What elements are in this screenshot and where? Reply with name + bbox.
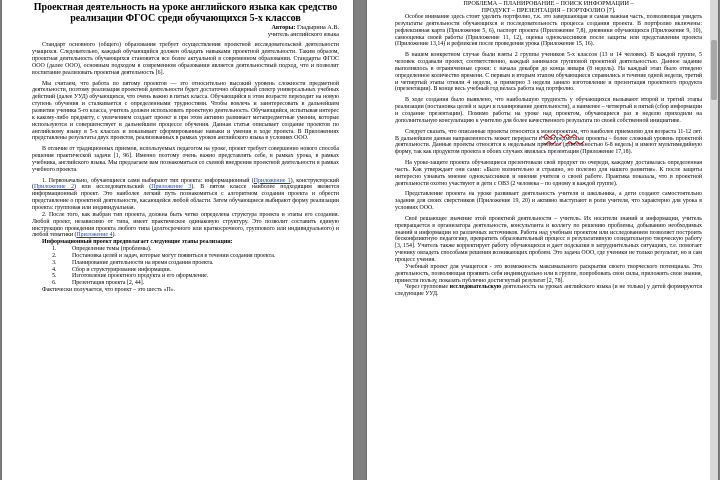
author-block	[32, 24, 339, 38]
list-item: 5. Изготовление проектного продукта и его оформление.	[58, 273, 339, 280]
paragraph: Стандарт основного (общего) образования требует осуществления проектной исследовательской деятельности учащихся. Следовательно, каждый обучающийся должен обладать навыками проектной деятельности. Таким образом, проектная деятельность обучающихся становится все более актуальной в современном образовании. Стандарты ФГОС ООО (далее ООО), основным подходом в современном образовании является деятельностный подход, что и позволит воспитание реализовать проектная деятельность [6].	[32, 42, 339, 76]
paragraph: Фактически получается, что проект – это шесть «П».	[42, 287, 176, 294]
paragraph: Особое внимание здесь стоит уделить портфолио, т.к. это завершающая и самая важная часть, позволяющая увидеть результаты деятельности обучающихся и последовательность процесса создания проекта. В портфолио включены: рефлексивная карта (Приложение 5, 6), паспорт проекта (Приложение 7,8), дневники обучающихся (Приложение 9, 10), самооценка своей работы (Приложение 11, 12), оценка одноклассников после защиты или представления проекта (Приложение 13,14) и рефлексия после проведения урока (Приложение 15, 16).	[395, 14, 702, 48]
paragraph-structure: 2. После того, как выбран тип проекта, должна быть четко определена структура проекта и этапы его создания. Любой проект, независимо от типа, имеет практическое одинаковую структуру. Это позволит составить единую инструкцию проведения проекта любого типа (долгосрочного или краткосрочного, группового или индивидуального) и любой тематики (Приложение 4).	[32, 211, 339, 239]
caps-line: ПРОДУКТ – ПРЕЗЕНТАЦИЯ – ПОРТФОЛИО [7].	[481, 7, 616, 14]
stages-list	[32, 246, 339, 287]
author-name: Гладырина А.В.	[297, 24, 339, 31]
spellcheck-word: межпредметные	[543, 135, 585, 142]
paragraph: Представление проекта на уроке развивает деятельность учителя и школьника, а дети создают самостоятельно задания для своих сверстников (Приложение 19, 20) и активно выступают в роли учителя, что характерно для урока в условиях ООО.	[395, 191, 702, 212]
paragraph: Учебный проект для учащегося - это возможность максимального раскрытия своего творческого потенциала. Это деятельность, позволяющая проявить себя индивидуально или в группе, попробовать свои силы, приложить свои знания, принести пользу, показать публично достигнутый результат [2, 78].	[395, 263, 702, 284]
document-page-1	[2, 0, 353, 480]
paragraph-monoprojects: Следует сказать, что описанные проекты относятся к монопроектам, что наиболее приемлемо для возраста 11-12 лет. В дальнейшем данная направленность может перерасти в межпредметные проекты – более сложный уровень проектной деятельности. Данные проекты относятся к недельным проектам (длительностью 6-8 недель) и имеют мультимедийную форму, так как продуктом проекта в обоих случаях являлась презентация (Приложение 17,18).	[395, 128, 703, 156]
list-item: 6. Презентация проекта [2, 44].	[58, 280, 339, 287]
author-role: учитель английского языка	[267, 31, 339, 39]
caps-line: ПРОБЛЕМА – ПЛАНИРОВАНИЕ – ПОИСК ИНФОРМАЦИИ –	[463, 0, 634, 7]
document-page-2	[367, 0, 718, 480]
appendix-1-link[interactable]: Приложение 1	[253, 177, 291, 184]
list-item: 2. Постановка целей и задач, которые могут появиться в течении создания проекта.	[58, 253, 339, 260]
stages-heading: Информационный проект предполагает следующие этапы реализации:	[42, 239, 233, 246]
appendix-4-link[interactable]: Приложение 4	[76, 232, 113, 239]
author-label: Авторы:	[271, 24, 296, 31]
list-item: 4. Сбор и структурирование информации.	[58, 267, 339, 274]
appendix-2-link[interactable]: Приложение 2	[33, 184, 75, 191]
page-1-content	[32, 2, 339, 480]
spellcheck-word: монопроектам	[541, 128, 578, 135]
list-item: 1. Определение темы (проблемы).	[58, 246, 339, 253]
paragraph: На уроке-защите проекта обучающиеся презентовали свой продукт по очереди, каждому доставалась определенная часть. Как утверждает они сами: «Было волнительно и страшно, но полезно для нашего развития». К после защиты интересно узнавать мнение одноклассников и мнения учителя о своей работе. Практика показала, что в проектной деятельности охотно участвуют и дети с ОВЗ (2 человека – по одному в каждой группе).	[395, 160, 702, 187]
scrollbar-thumb[interactable]	[711, 40, 717, 100]
page-2-content	[395, 0, 702, 480]
paragraph: В ходе создания было выявлено, что наибольшую трудность у обучающихся вызывают второй и третий этапы реализации (постановка целей и задач и планирование деятельности), а наименее – четвертый и пятый (сбор информации и создание презентации). Помимо работы на уроке над проектом, обучающиеся раз в неделю приходили на дополнительную консультацию к учителю для более качественного результата по своей собственной инициативе.	[395, 97, 702, 124]
paragraph-project-types: 1. Первоначально, обучающиеся сами выбирают тип проекта: информационный (Приложение 1), конструкторский (Приложение 2) или исследовательский (Приложение 3). В пятом классе наиболее подходящим является информационный проект. Это наиболее легкий путь познакомиться с алгоритмом создания проекта и обрести представление о проектной деятельности, касающейся любой области. Затем обучающиеся выбирают форму реализации проекта: групповая или индивидуальная.	[32, 177, 339, 211]
article-title: Проектная деятельность на уроке английского языка как средство реализации ФГОС среди обучающихся 5-х классов	[33, 2, 338, 24]
paragraph: Мы считаем, что работа по пятому проектов — это относительно высокий уровень сложности предметной деятельности, поэтому реализация проектной деятельности будет достаточно общирный спектр универсальных учебных действий (далее УУД) обучающихся, что очень важно в пятых класса. Обучающийся в этом возрасте переходит на новую ступень обучения и сталкивается с определенными трудностями. Чтобы вовлечь и заинтересовать в дальнейшем развитии ученика 5-го класса, учитель должен использовать проектную деятельность. Обучающийся, испытывая интерес к какому-либо предмету, с увлечением создает проект и при этом активно развивает метапредметные умения, которые используются и совершенствует в дальнейшем процессе обучения. Данная статья описывает создание проектов по английскому языку в 5-х классах и показывает сформированные навыки и умения в ходе проекта. В Приложениях представлены результаты двух проектов, реализованных в рамках уроков английского языка в условиях ООО.	[32, 80, 339, 142]
list-item: 3. Планирование деятельности на время создания проекта.	[58, 260, 339, 267]
paragraph-uud: Через групповые исследовательскую деятельность на уроках английского языка (и не только) у детей формируются следующие УУД.	[395, 284, 702, 298]
paragraph: Своё решающее значение этой проектной деятельности – учитель. Их носители знаний и информации, учитель превращается в организатора деятельности, консультанта и коллегу по решению проблемы, добыванию необходимых знаний и информации из различных источников. Работа над учебным проектом или исследованием позволяет построить бесконфликтную педагогику, превратить образовательный процесс в результативную созидательную творческую работу [3, 154]. Учитель также корректирует работу обучающихся и дает подсказки в затруднительных ситуациях, т.е. помогает ученику овладеть способами решения возникающих проблем. Это задача ООО, где ученики не только результат, но и сам процесс учения.	[395, 215, 702, 263]
appendix-3-link[interactable]: Приложение 3	[151, 184, 192, 191]
paragraph: В нашем конкретном случае были взяты 2 группы учеников 5-х классов (13 и 14 человек). В каждой группе, 5 человек создавали проект, соответственно, каждый занимался групповой проектной деятельностью. Данное задание выполнялось в ограниченные сроки: с начала декабря до конца января (8 недель). На каждый этап было отведено определенное количество времени. С первым и вторым этапом обучающиеся справились в течение одной недели, третий и четвертый этапы отняли 4 недели, и примерно 3 недели заняло изготовление и презентация проектного продукта (презентации). В конце весь учебный год велась работа над портфолио.	[395, 52, 702, 93]
paragraph: В отличие от традиционных приемов, используемых педагогом на уроке, проект требует совершенно нового способа решения практической задачи [1, 96]. Именно поэтому очень важно представлять себе, в рамках урока, в рамках учебника, английского языка. Мы предлагаем вам познакомиться со схемой внедрения проектной деятельности в рамках учебного проекта.	[32, 146, 339, 173]
